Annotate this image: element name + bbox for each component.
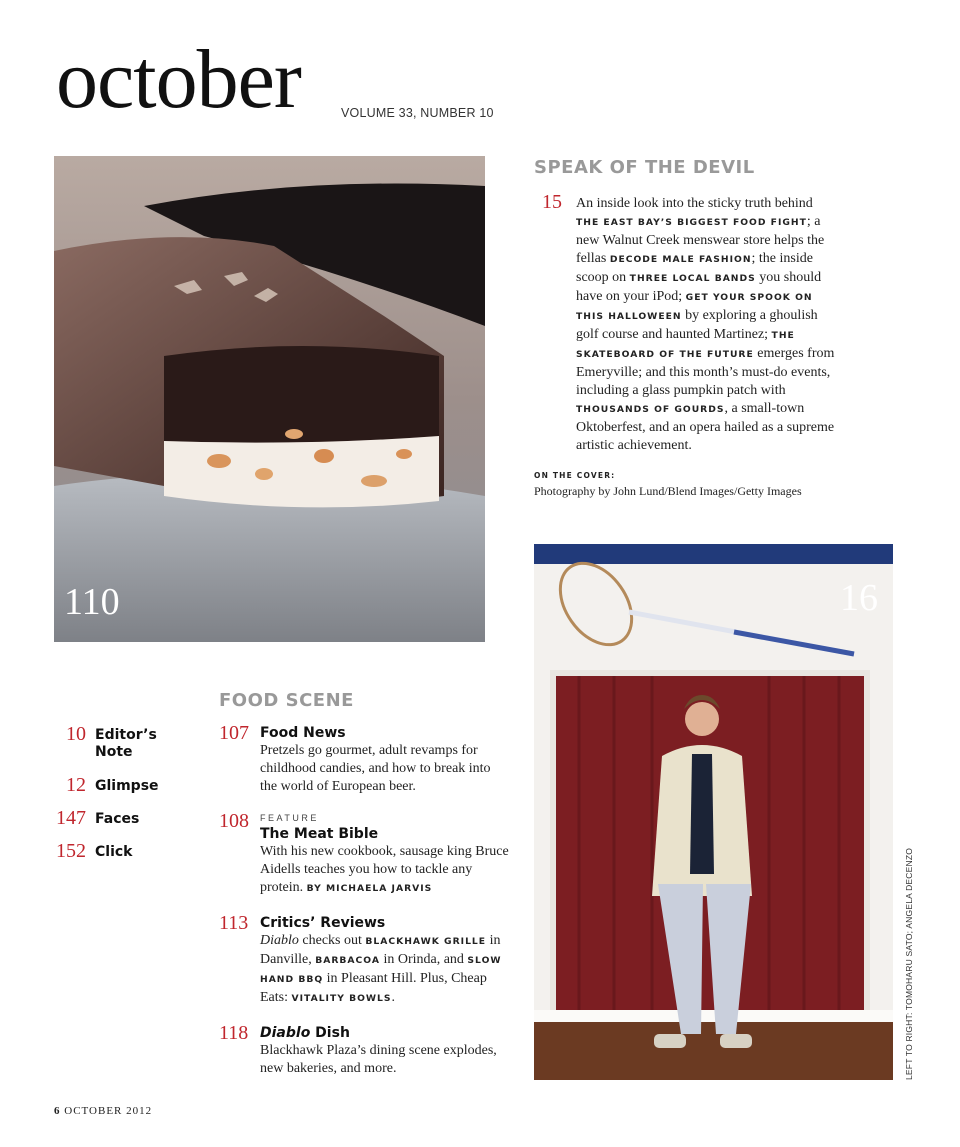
sidebar-item-label: Glimpse	[95, 778, 159, 794]
highlight-text: BARBACOA	[315, 955, 380, 966]
text-run: With his new cookbook, sausage king Bruce Aidells teaches you how to tackle any protein.	[260, 844, 509, 895]
sidebar-item-label: Faces	[95, 811, 140, 827]
highlight-text: SLOW HAND BBQ	[260, 955, 502, 985]
item-title	[260, 914, 509, 932]
text-run: Food News	[260, 725, 346, 741]
item-page-number: 113	[219, 912, 249, 934]
speak-description	[576, 195, 838, 455]
sidebar-page-number: 12	[66, 774, 86, 796]
volume-label: VOLUME 33, NUMBER 10	[341, 106, 494, 120]
cover-label: ON THE COVER:	[534, 471, 616, 480]
dessert-photo	[54, 156, 485, 642]
sidebar-item[interactable]	[54, 775, 204, 795]
page-number-15[interactable]: 15	[542, 191, 562, 213]
page-footer	[54, 1105, 152, 1117]
highlight-text: DECODE MALE FASHION	[609, 254, 752, 265]
sidebar-page-number: 152	[56, 840, 86, 862]
page-number-110: 110	[64, 581, 120, 623]
food-scene-list	[219, 724, 509, 1094]
text-run: in Danville,	[260, 933, 501, 967]
text-run: Diablo	[260, 933, 299, 948]
item-page-number: 108	[219, 810, 249, 832]
text-run: , a small-town Oktoberfest, and an opera hailed as a supreme artistic achievement.	[576, 401, 835, 453]
text-run: .	[391, 990, 396, 1005]
portrait-photo	[534, 544, 893, 1080]
text-run: in Orinda, and	[379, 952, 468, 967]
highlight-text: BY MICHAELA JARVIS	[306, 883, 433, 894]
magazine-month-title: october	[56, 33, 301, 126]
highlight-text: THE SKATEBOARD OF THE FUTURE	[576, 330, 795, 360]
food-scene-item[interactable]	[219, 1024, 509, 1078]
folio-number: 6	[54, 1105, 61, 1117]
highlight-text: GET YOUR SPOOK ON THIS HALLOWEEN	[576, 292, 813, 322]
folio-date: OCTOBER 2012	[64, 1105, 153, 1117]
text-run: ; a new Walnut Creek menswear store helps the fellas	[576, 214, 825, 266]
item-description	[260, 742, 509, 796]
sidebar-item-label: Editor’s Note	[95, 727, 157, 760]
page-number-16: 16	[840, 577, 878, 619]
text-run: The Meat Bible	[260, 826, 379, 842]
sidebar-item[interactable]	[54, 841, 204, 861]
text-run: ; the inside scoop on	[576, 251, 813, 285]
text-run: by exploring a ghoulish golf course and haunted Martinez;	[576, 308, 818, 342]
highlight-text: VITALITY BOWLS	[291, 993, 392, 1004]
text-run: Blackhawk Plaza’s dining scene explodes, new bakeries, and more.	[260, 1043, 497, 1076]
text-run: emerges from Emeryville; and this month’s must-do events, including a glass pumpkin patch with	[576, 346, 835, 398]
text-run: Diablo	[260, 1025, 311, 1041]
text-run: An inside look into the sticky truth behind	[576, 196, 813, 211]
text-run: checks out	[298, 933, 366, 948]
item-description	[260, 932, 509, 1008]
item-title	[260, 1024, 509, 1042]
item-title	[260, 724, 509, 742]
item-page-number: 118	[219, 1022, 249, 1044]
sidebar-item[interactable]	[54, 808, 204, 828]
portrait-illustration	[534, 544, 893, 1080]
text-run: you should have on your iPod;	[576, 270, 822, 304]
photo-credit: LEFT TO RIGHT: TOMOHARU SATO; ANGELA DECENZO	[904, 847, 914, 1080]
item-kicker: FEATURE	[260, 813, 319, 823]
text-run: in Pleasant Hill. Plus, Cheap Eats:	[260, 971, 487, 1005]
food-scene-item[interactable]	[219, 812, 509, 898]
sidebar-item[interactable]	[54, 724, 204, 761]
dessert-illustration	[54, 156, 485, 642]
section-heading-food-scene: FOOD SCENE	[219, 690, 354, 711]
item-title	[260, 825, 509, 843]
sidebar-item-label: Click	[95, 844, 133, 860]
highlight-text: THOUSANDS OF GOURDS	[576, 404, 725, 415]
item-description	[260, 1042, 509, 1078]
sidebar-list	[54, 724, 204, 874]
sidebar-page-number: 147	[56, 807, 86, 829]
text-run: Critics’ Reviews	[260, 915, 386, 931]
highlight-text: THREE LOCAL BANDS	[629, 273, 756, 284]
item-page-number: 107	[219, 722, 249, 744]
highlight-text: BLACKHAWK GRILLE	[365, 936, 487, 947]
highlight-text: THE EAST BAY’S BIGGEST FOOD FIGHT	[576, 217, 807, 228]
sidebar-page-number: 10	[66, 723, 86, 745]
food-scene-item[interactable]	[219, 724, 509, 796]
text-run: Dish	[310, 1025, 350, 1041]
cover-credit: Photography by John Lund/Blend Images/Getty Images	[534, 484, 802, 498]
section-heading-speak: SPEAK OF THE DEVIL	[534, 157, 755, 178]
food-scene-item[interactable]	[219, 914, 509, 1008]
text-run: Pretzels go gourmet, adult revamps for childhood candies, and how to break into the world of European beer.	[260, 743, 491, 794]
item-description	[260, 843, 509, 898]
